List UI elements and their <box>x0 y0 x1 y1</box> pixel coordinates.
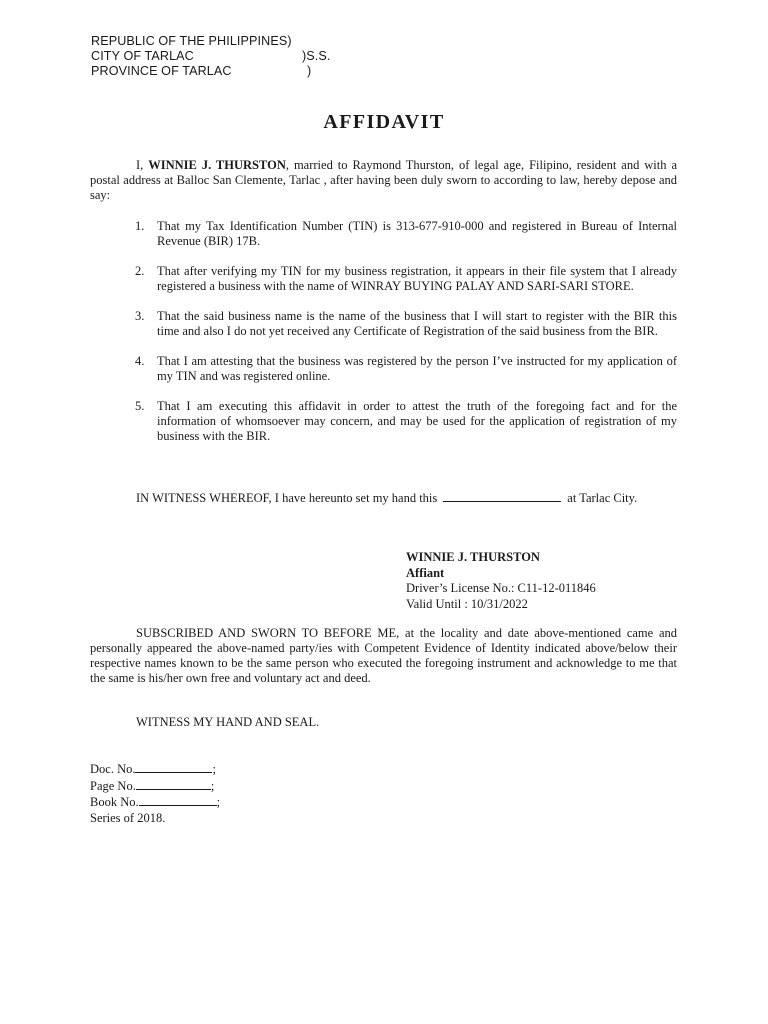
caption-paren-text: ) <box>307 64 312 78</box>
caption-ss-text: )S.S. <box>302 49 331 63</box>
statement-text: That I am executing this affidavit in order to attest the truth of the foregoing fact and for the information of whomsoever may concern, and may be used for the application of registration of my business with the BIR. <box>157 399 677 443</box>
page-number-blank[interactable] <box>136 778 211 790</box>
statement-number: 5. <box>135 399 145 413</box>
book-number-terminator: ; <box>216 795 221 809</box>
page-number-label: Page No. <box>90 778 136 793</box>
venue-caption <box>91 34 331 79</box>
witness-seal-line: WITNESS MY HAND AND SEAL. <box>136 715 320 729</box>
caption-province-text: PROVINCE OF TARLAC <box>91 64 232 78</box>
doc-number-row <box>90 761 220 778</box>
date-blank-line[interactable] <box>443 490 561 502</box>
statement-item <box>90 399 677 444</box>
book-number-blank[interactable] <box>139 794 217 806</box>
doc-number-terminator: ; <box>212 762 216 776</box>
statement-item <box>90 354 677 384</box>
document-title: AFFIDAVIT <box>323 111 445 133</box>
caption-city-text: CITY OF TARLAC <box>91 49 194 63</box>
book-number-row <box>90 794 220 811</box>
doc-number-blank[interactable] <box>135 761 212 773</box>
license-validity: Valid Until : 10/31/2022 <box>406 596 528 611</box>
book-number-label: Book No. <box>90 795 139 809</box>
intro-rest: , married to Raymond Thurston, of legal age, Filipino, resident and with a postal address at Balloc San Clemente, Tarlac , after having been duly sworn to according to law, hereby depose and say: <box>90 158 678 202</box>
statement-text: That the said business name is the name of the business that I will start to register with the BIR this time and also I do not yet received any Certificate of Registration of the said business from the BIR. <box>157 309 677 338</box>
caption-line-republic <box>91 34 292 49</box>
signature-block <box>406 550 596 612</box>
statement-text: That I am attesting that the business was registered by the person I’ve instructed for my application of my TIN and was registered online. <box>157 354 677 383</box>
statement-number: 3. <box>135 309 145 323</box>
caption-line-city <box>91 49 331 64</box>
statement-text: That after verifying my TIN for my business registration, it appears in their file system that I already registered a business with the name of WINRAY BUYING PALAY AND SARI-SARI STORE. <box>157 264 677 293</box>
affiant-name: WINNIE J. THURSTON <box>406 550 540 564</box>
doc-number-label: Doc. No. <box>90 762 136 776</box>
caption-line-province <box>91 64 312 79</box>
witness-paragraph <box>90 490 677 506</box>
series-row: Series of 2018. <box>90 810 166 825</box>
affiant-name-inline: WINNIE J. THURSTON <box>148 158 286 172</box>
jurat-paragraph: SUBSCRIBED AND SWORN TO BEFORE ME, at the locality and date above-mentioned came and personally appeared the above-named party/ies with Competent Evidence of Identity indicated above/below their respective names known to be the same person who executed the foregoing instrument and acknowledge to me that the same is his/her own free and voluntary act and deed. <box>90 626 677 685</box>
intro-paragraph <box>90 158 677 203</box>
affiant-role: Affiant <box>406 565 445 580</box>
witness-text-after: at Tarlac City. <box>567 491 638 505</box>
page-number-row <box>90 778 220 795</box>
statement-item <box>90 309 677 339</box>
license-number: Driver’s License No.: C11-12-011846 <box>406 581 596 595</box>
statement-text: That my Tax Identification Number (TIN) is 313-677-910-000 and registered in Bureau of Internal Revenue (BIR) 17B. <box>157 219 677 248</box>
witness-text-before: IN WITNESS WHEREOF, I have hereunto set my hand this <box>136 491 438 505</box>
notarial-register <box>90 761 220 826</box>
statement-item <box>90 264 677 294</box>
caption-republic-text: REPUBLIC OF THE PHILIPPINES) <box>91 34 292 48</box>
page-number-terminator: ; <box>210 778 215 793</box>
intro-prefix: I, <box>136 158 149 172</box>
statement-item <box>90 219 677 249</box>
statement-number: 4. <box>135 354 145 368</box>
statement-number: 1. <box>135 219 145 233</box>
statement-list <box>90 219 677 459</box>
statement-number: 2. <box>135 264 145 278</box>
